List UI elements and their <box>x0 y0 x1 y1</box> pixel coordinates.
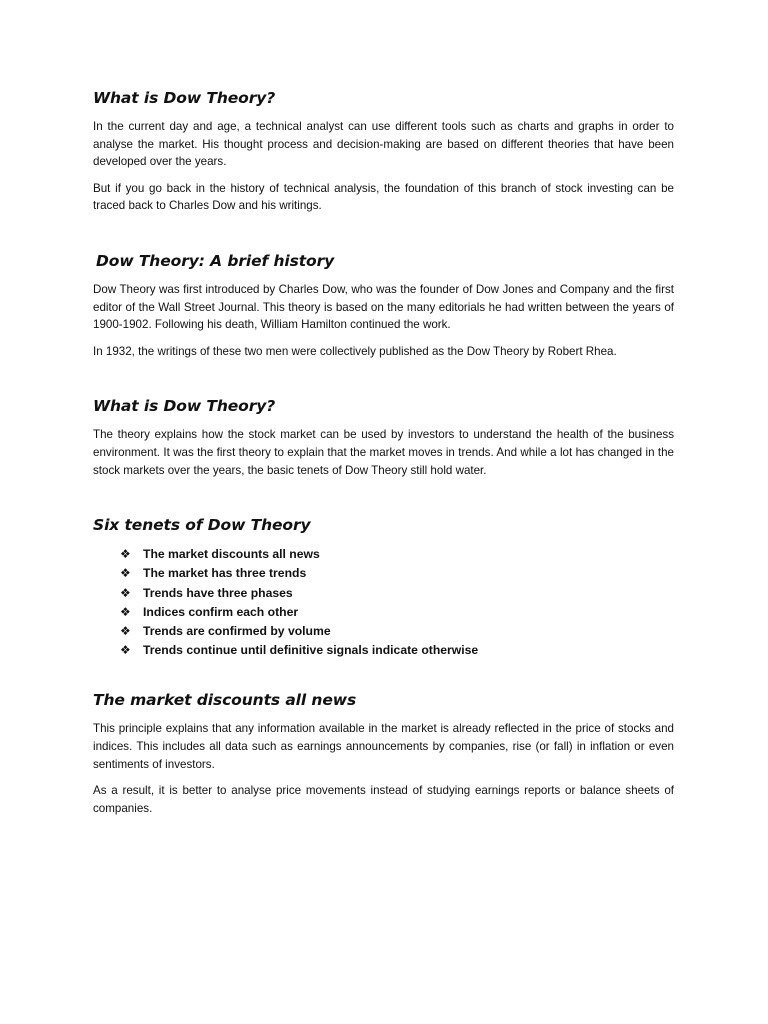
list-item <box>120 603 674 622</box>
section-what-is-dow-theory <box>93 88 674 215</box>
diamond-bullet-icon: ❖ <box>120 643 131 658</box>
tenets-list <box>93 545 674 660</box>
paragraph: But if you go back in the history of technical analysis, the foundation of this branch of stock investing can be traced back to Charles Dow and his writings. <box>93 181 674 213</box>
list-item-label: Trends continue until definitive signals indicate otherwise <box>143 643 479 658</box>
section-heading: What is Dow Theory? <box>93 89 276 107</box>
section-what-is-dow-theory-2 <box>93 396 674 479</box>
list-item-label: Trends have three phases <box>143 585 293 600</box>
diamond-bullet-icon: ❖ <box>120 585 131 600</box>
section-heading: Six tenets of Dow Theory <box>93 516 311 535</box>
diamond-bullet-icon: ❖ <box>120 624 131 639</box>
list-item-label: The market discounts all news <box>143 547 320 562</box>
section-market-discounts-news <box>93 690 674 817</box>
diamond-bullet-icon: ❖ <box>120 547 131 562</box>
section-heading: Dow Theory: A brief history <box>96 251 335 270</box>
section-heading: The market discounts all news <box>93 691 357 710</box>
list-item-label: Trends are confirmed by volume <box>143 623 331 638</box>
paragraph: In 1932, the writings of these two men were collectively published as the Dow Theory by Robert Rhea. <box>93 344 617 358</box>
document-page <box>93 88 674 826</box>
section-six-tenets <box>93 515 674 660</box>
section-heading: What is Dow Theory? <box>93 397 276 416</box>
paragraph: This principle explains that any information available in the market is already reflected in the price of stocks and indices. This includes all data such as earnings announcements by companies, rise (or fall) in inflation or even sentiments of investors. <box>93 722 674 771</box>
diamond-bullet-icon: ❖ <box>120 604 131 619</box>
paragraph: The theory explains how the stock market can be used by investors to understand the health of the business environment. It was the first theory to explain that the market moves in trends. And while a lot has changed in the stock markets over the years, the basic tenets of Dow Theory still hold water. <box>93 428 674 477</box>
paragraph: As a result, it is better to analyse price movements instead of studying earnings reports or balance sheets of companies. <box>93 784 674 815</box>
paragraph: In the current day and age, a technical analyst can use different tools such as charts and graphs in order to analyse the market. His thought process and decision-making are based on different theories that have been developed over the years. <box>93 120 674 169</box>
list-item-label: Indices confirm each other <box>143 604 299 619</box>
list-item-label: The market has three trends <box>143 566 307 581</box>
paragraph: Dow Theory was first introduced by Charles Dow, who was the founder of Dow Jones and Company and the first editor of the Wall Street Journal. This theory is based on the many editorials he had written between the years of 1900-1902. Following his death, William Hamilton continued the work. <box>93 282 674 332</box>
list-item <box>120 545 674 564</box>
list-item <box>120 641 674 660</box>
section-brief-history <box>93 251 674 360</box>
diamond-bullet-icon: ❖ <box>120 566 131 581</box>
list-item <box>120 584 674 603</box>
list-item <box>120 564 674 583</box>
list-item <box>120 622 674 641</box>
